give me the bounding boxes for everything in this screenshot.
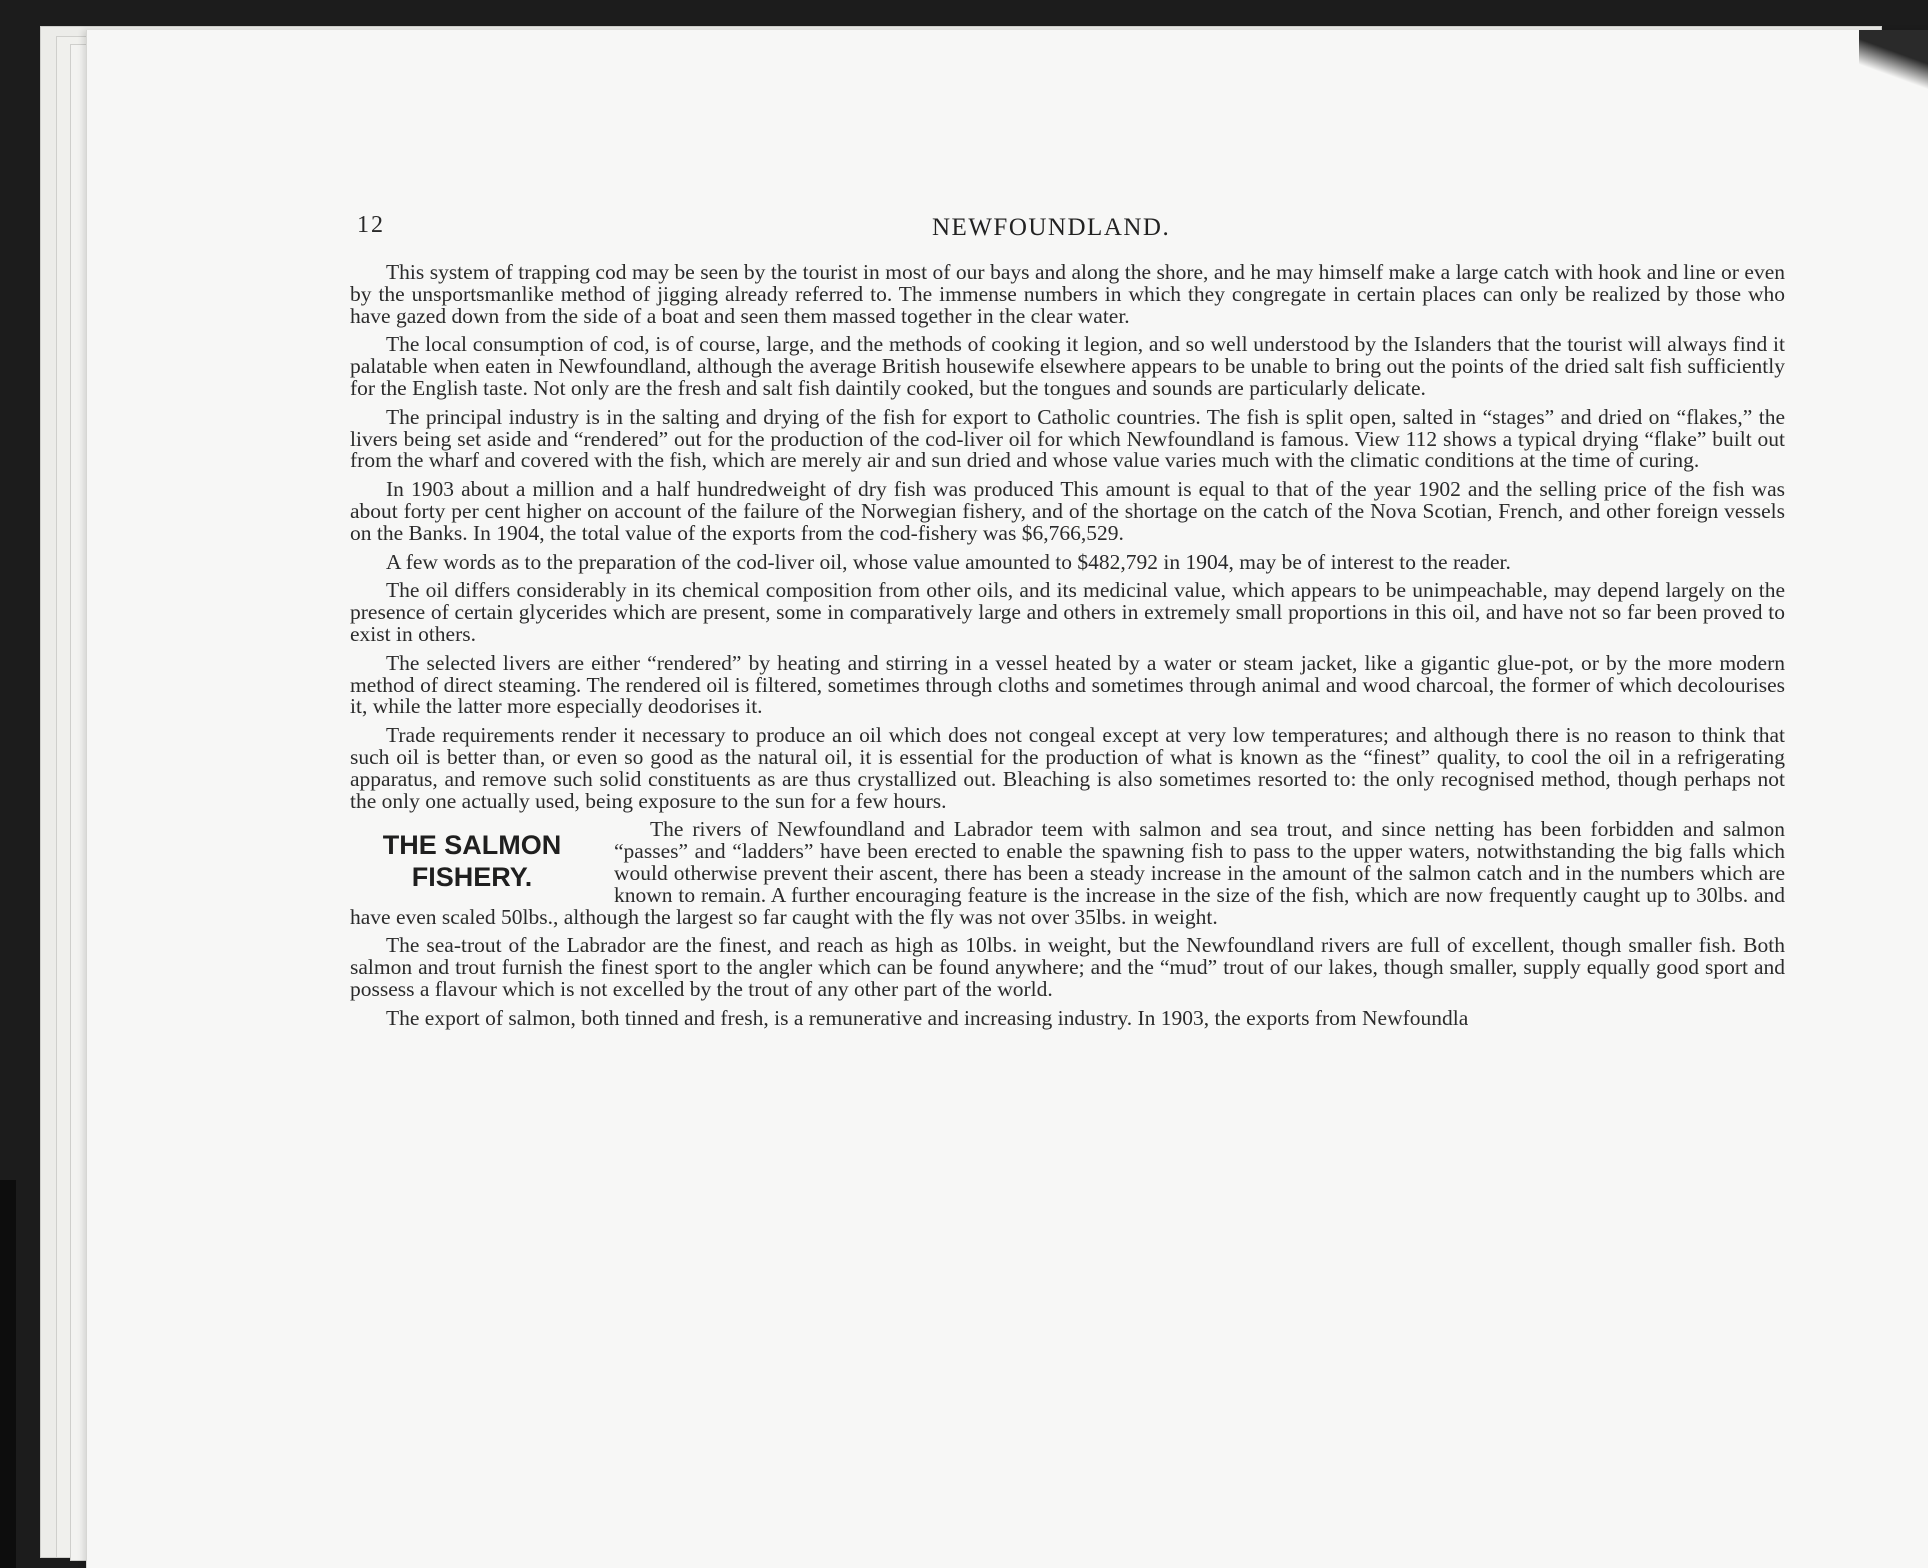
page-corner-shadow	[1859, 30, 1928, 90]
paragraph: The local consumption of cod, is of course, large, and the methods of cooking it legion, and so well understood by the Islanders that the tourist will always find it palatable when eaten in Newfoundland, although the average British housewife elsewhere appears to be unable to bring out the points of the dried salt fish sufficiently for the English taste. Not only are the fresh and salt fish daintily cooked, but the tongues and sounds are particularly delicate.	[350, 332, 1785, 400]
paragraph: The selected livers are either “rendered” by heating and stirring in a vessel heated by a water or steam jacket, like a gigantic glue-pot, or by the more modern method of direct steaming. The rendered oil is filtered, sometimes through cloths and sometimes through animal and wood charcoal, the former of which decolourises it, while the latter more especially deodorises it.	[350, 650, 1785, 719]
paragraph: The export of salmon, both tinned and fresh, is a remunerative and increasing industry. In 1903, the exports from Newfoundla	[386, 1005, 1469, 1030]
paragraph: The rivers of Newfoundland and Labrador teem with salmon and sea trout, and since netting has been forbidden and salmon “passes” and “ladders” have been erected to enable the spawning fish to pass to the upper waters, notwithstanding the big falls which would otherwise prevent their ascent, there has been a steady increase in the amount of the salmon catch and in the numbers which are known to remain. A further encouraging feature is the increase in the size of the fish, which are now frequently caught up to 30lbs. and have even scaled 50lbs., although the largest so far caught with the fly was not over 35lbs. in weight.	[350, 817, 1785, 929]
scan-edge-shadow	[0, 1180, 16, 1568]
running-head: NEWFOUNDLAND.	[932, 214, 1171, 241]
paragraph: This system of trapping cod may be seen by the tourist in most of our bays and along the shore, and he may himself make a large catch with hook and line or even by the unsportsmanlike method of jigging already referred to. The immense numbers in which they congregate in certain places can only be realized by those who have gazed down from the side of a boat and seen them massed together in the clear water.	[350, 260, 1785, 328]
paragraph: The principal industry is in the salting and drying of the fish for export to Catholic countries. The fish is split open, salted in “stages” and dried on “flakes,” the livers being set aside and “rendered” out for the production of the cod-liver oil for which Newfoundland is famous. View 112 shows a typical drying “flake” built out from the wharf and covered with the fish, which are merely air and sun dried and whose value varies much with the climatic conditions at the time of curing.	[350, 404, 1785, 473]
paragraph: Trade requirements render it necessary to produce an oil which does not congeal except at very low temperatures; and although there is no reason to think that such oil is better than, or even so good as the natural oil, it is essential for the production of what is known as the “finest” quality, to cool the oil in a refrigerating apparatus, and remove such solid constituents as are thus crystallized out. Bleaching is also sometimes resorted to: the only recognised method, though perhaps not the only one actually used, being exposure to the sun for a few hours.	[350, 723, 1785, 813]
side-heading: THE SALMON FISHERY.	[382, 830, 562, 893]
page-number: 12	[357, 212, 385, 238]
paragraph: A few words as to the preparation of the cod-liver oil, whose value amounted to $482,792 in 1904, may be of interest to the reader.	[386, 549, 1511, 574]
body-text	[350, 262, 1785, 1037]
paragraph: The sea-trout of the Labrador are the finest, and reach as high as 10lbs. in weight, but the Newfoundland rivers are full of excellent, though smaller fish. Both salmon and trout furnish the finest sport to the angler which can be found anywhere; and the “mud” trout of our lakes, though smaller, supply equally good sport and possess a flavour which is not excelled by the trout of any other part of the world.	[350, 933, 1785, 1001]
paragraph: The oil differs considerably in its chemical composition from other oils, and its medicinal value, which appears to be unimpeachable, may depend largely on the presence of certain glycerides which are present, some in comparatively large and others in extremely small proportions in this oil, and have not so far been proved to exist in others.	[350, 578, 1785, 646]
paragraph: In 1903 about a million and a half hundredweight of dry fish was produced This amount is equal to that of the year 1902 and the selling price of the fish was about forty per cent higher on account of the failure of the Norwegian fishery, and of the shortage on the catch of the Nova Scotian, French, and other foreign vessels on the Banks. In 1904, the total value of the exports from the cod-fishery was $6,766,529.	[350, 477, 1785, 545]
